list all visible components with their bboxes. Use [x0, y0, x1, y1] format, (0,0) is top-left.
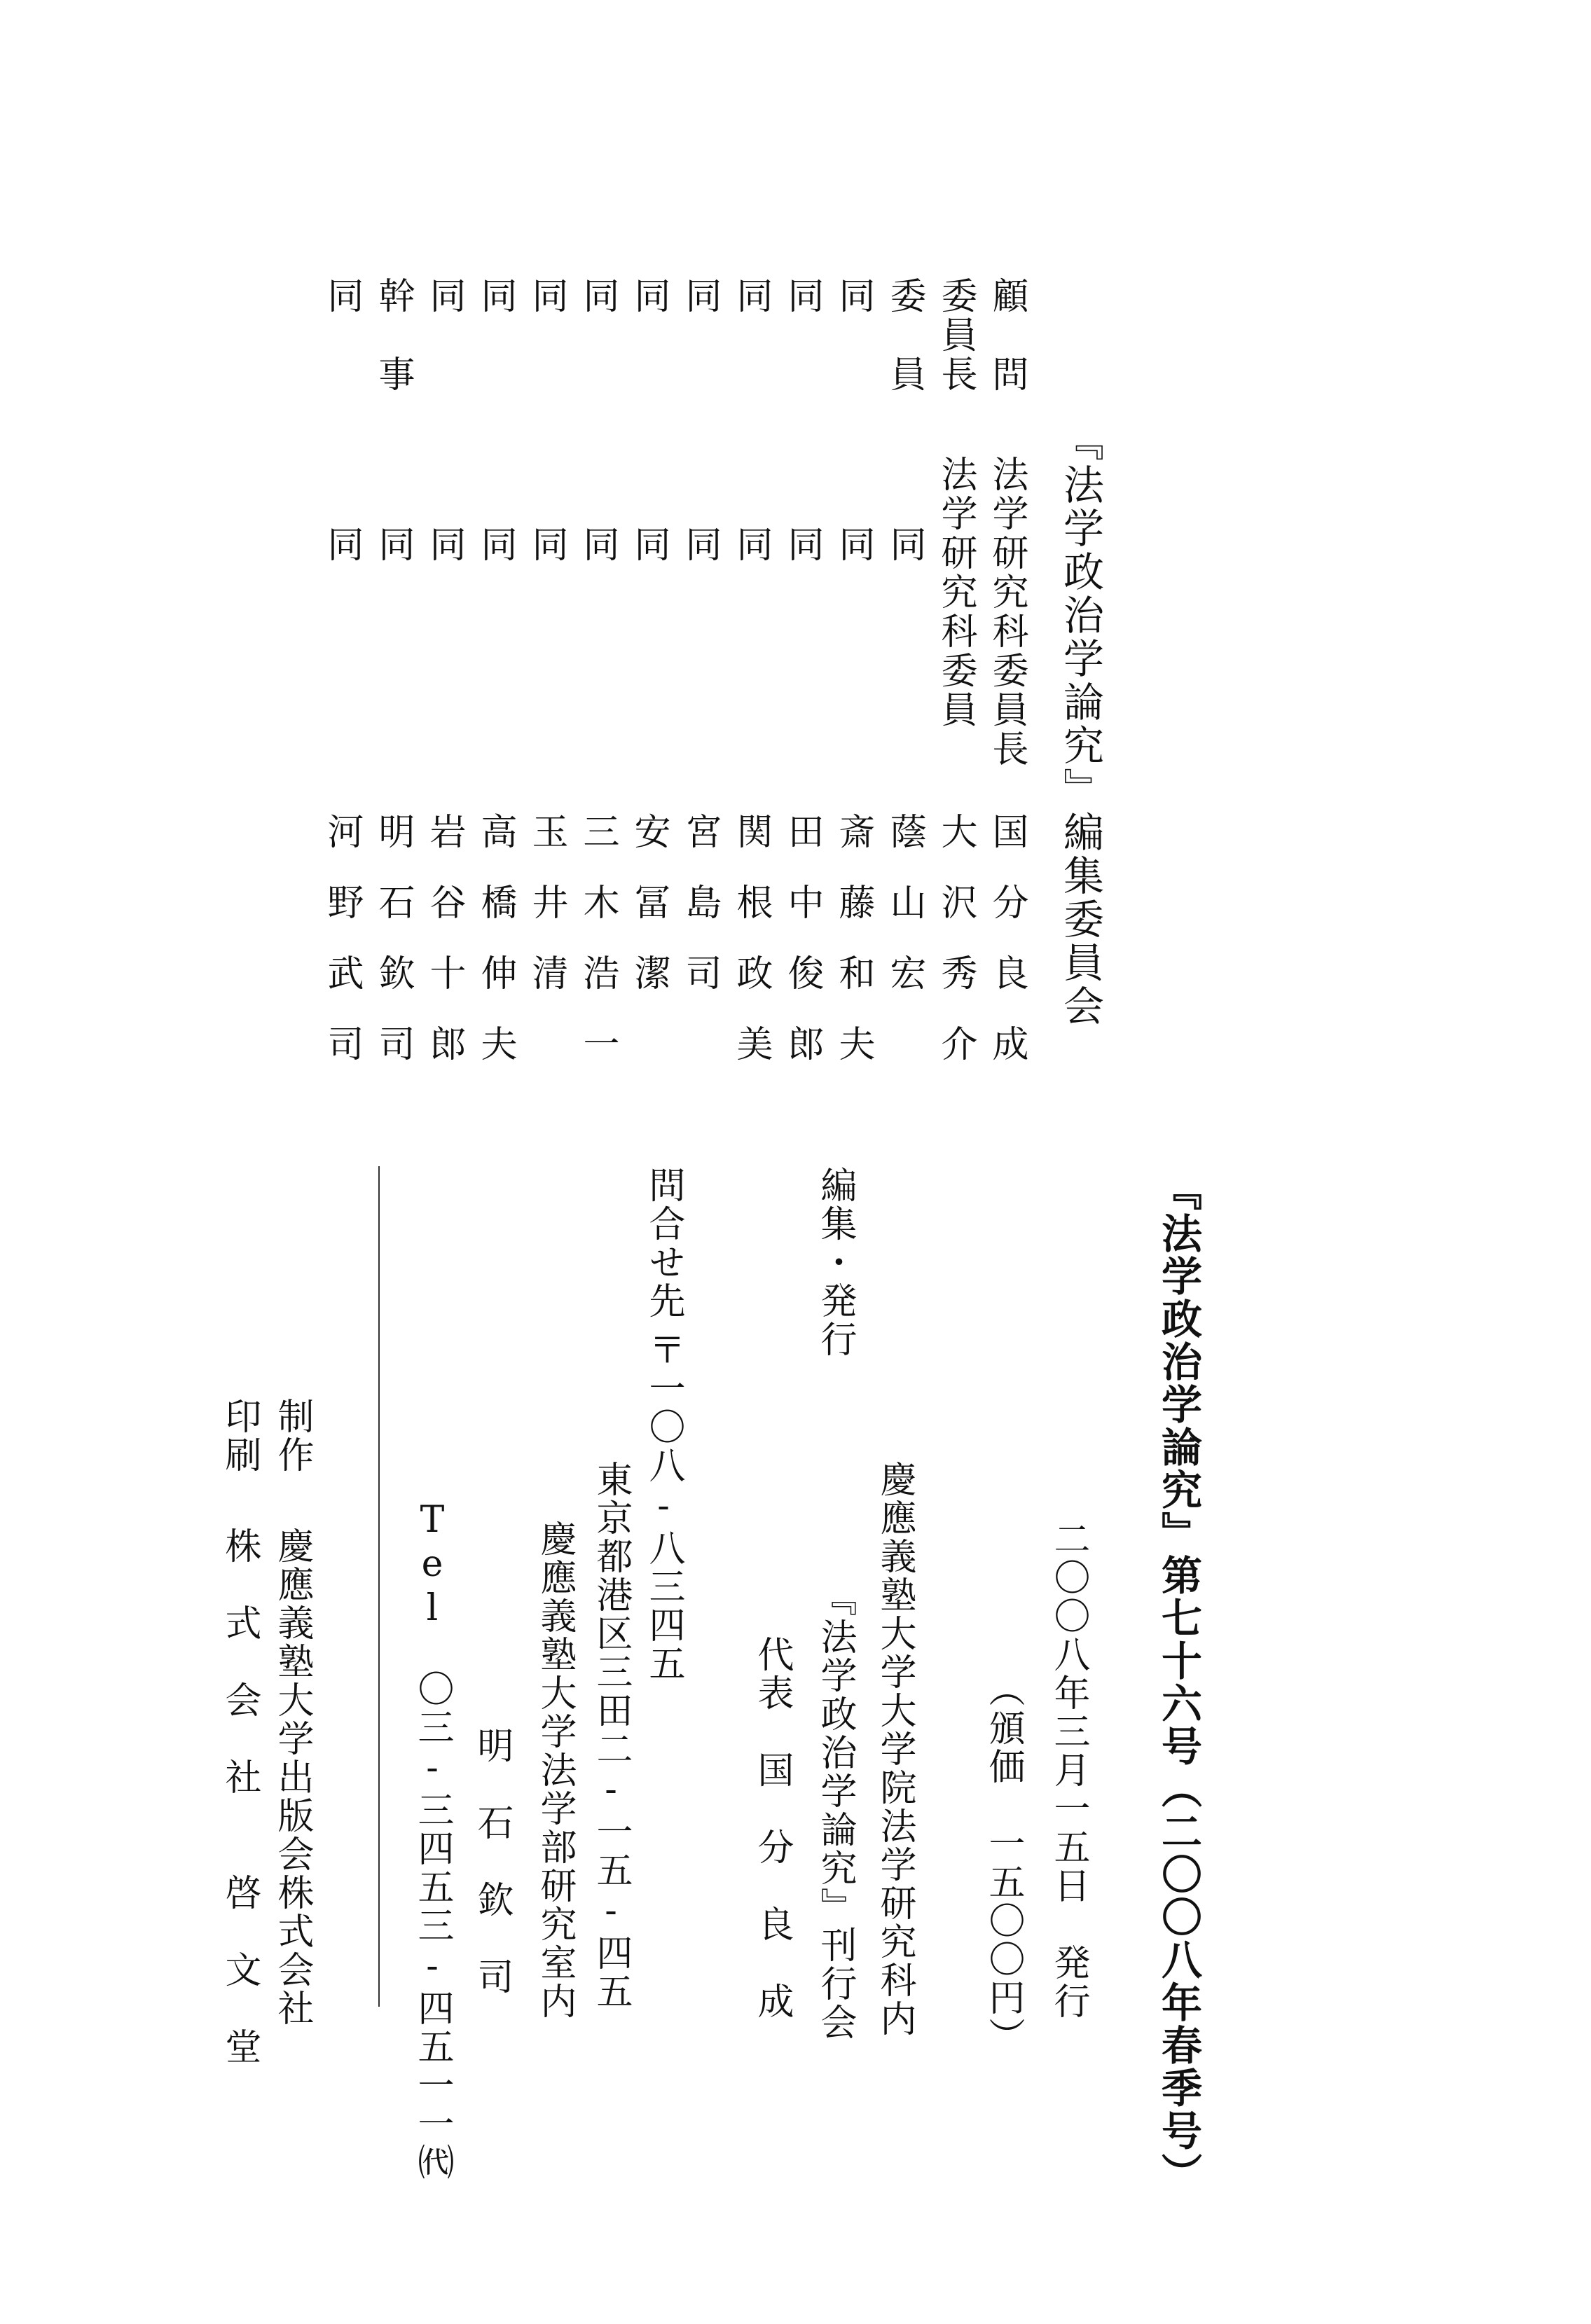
office: 慶應義塾大学法学部研究室内 — [534, 1520, 576, 2021]
issue-date: 二〇〇八年三月一五日 発行 — [1047, 1520, 1089, 2021]
contact-label: 問合せ先 — [642, 1166, 684, 1320]
member-name: 三木浩一 — [577, 812, 619, 1095]
member-role: 同 — [577, 277, 619, 316]
member-name: 明石欽司 — [372, 812, 414, 1095]
member-affiliation: 同 — [679, 525, 721, 565]
member-role: 委 員 — [883, 277, 925, 394]
member-name: 蔭山宏 — [883, 812, 925, 1025]
member-role: 同 — [474, 277, 516, 316]
printing-label: 印刷 — [219, 1397, 261, 1474]
member-name: 玉井清 — [525, 812, 567, 1025]
member-role: 同 — [525, 277, 567, 316]
member-role: 同 — [730, 277, 772, 316]
member-name: 岩谷十郎 — [423, 812, 465, 1095]
member-affiliation: 同 — [781, 525, 823, 565]
representative: 代表 国 分 良 成 — [751, 1635, 793, 2021]
member-affiliation: 法学研究科委員長 — [986, 455, 1028, 769]
member-role: 委員長 — [935, 277, 977, 394]
member-name: 田中俊郎 — [781, 812, 823, 1095]
member-name: 高橋伸夫 — [474, 812, 516, 1095]
member-affiliation: 同 — [628, 525, 670, 565]
member-affiliation: 同 — [730, 525, 772, 565]
telephone: Tel 〇三-三四五三-四五一一㈹ — [411, 1499, 453, 2182]
editor-society: 『法学政治学論究』刊行会 — [814, 1579, 856, 2042]
member-role: 顧 問 — [986, 277, 1028, 394]
member-role: 同 — [628, 277, 670, 316]
committee-title: 『法学政治学論究』編集委員会 — [1056, 420, 1104, 1028]
printing-company: 株 式 会 社 啓 文 堂 — [219, 1527, 261, 2066]
member-name: 宮島司 — [679, 812, 721, 1025]
editor-label: 編集・発行 — [814, 1166, 856, 1359]
member-role: 幹 事 — [372, 277, 414, 394]
divider-line — [378, 1166, 380, 2007]
member-role: 同 — [423, 277, 465, 316]
member-name: 河野武司 — [321, 812, 363, 1095]
contact-person: 明 石 欽 司 — [471, 1727, 513, 1996]
member-role: 同 — [679, 277, 721, 316]
member-name: 安冨潔 — [628, 812, 670, 1025]
production-label: 制作 — [271, 1397, 313, 1474]
member-affiliation: 同 — [321, 525, 363, 565]
member-affiliation: 同 — [474, 525, 516, 565]
member-name: 国分良成 — [986, 812, 1028, 1095]
price: （頒価 一五〇〇円） — [982, 1671, 1024, 2056]
member-name: 斎藤和夫 — [832, 812, 874, 1095]
member-affiliation: 同 — [372, 525, 414, 565]
member-affiliation: 同 — [525, 525, 567, 565]
member-affiliation: 同 — [832, 525, 874, 565]
editor-organization: 慶應義塾大学大学院法学研究科内 — [874, 1460, 916, 2038]
member-role: 同 — [781, 277, 823, 316]
member-name: 関根政美 — [730, 812, 772, 1095]
member-name: 大沢秀介 — [935, 812, 977, 1095]
address: 東京都港区三田二-一五-四五 — [590, 1460, 632, 2011]
member-affiliation: 同 — [577, 525, 619, 565]
postal-code: 〒一〇八-八三四五 — [642, 1331, 684, 1683]
journal-title: 『法学政治学論究』第七十六号（二〇〇八年春季号） — [1155, 1170, 1202, 2195]
production-company: 慶應義塾大学出版会株式会社 — [271, 1527, 313, 2028]
member-role: 同 — [832, 277, 874, 316]
member-affiliation: 同 — [423, 525, 465, 565]
member-affiliation: 法学研究科委員 — [935, 455, 977, 730]
member-affiliation: 同 — [883, 525, 925, 565]
member-role: 同 — [321, 277, 363, 316]
